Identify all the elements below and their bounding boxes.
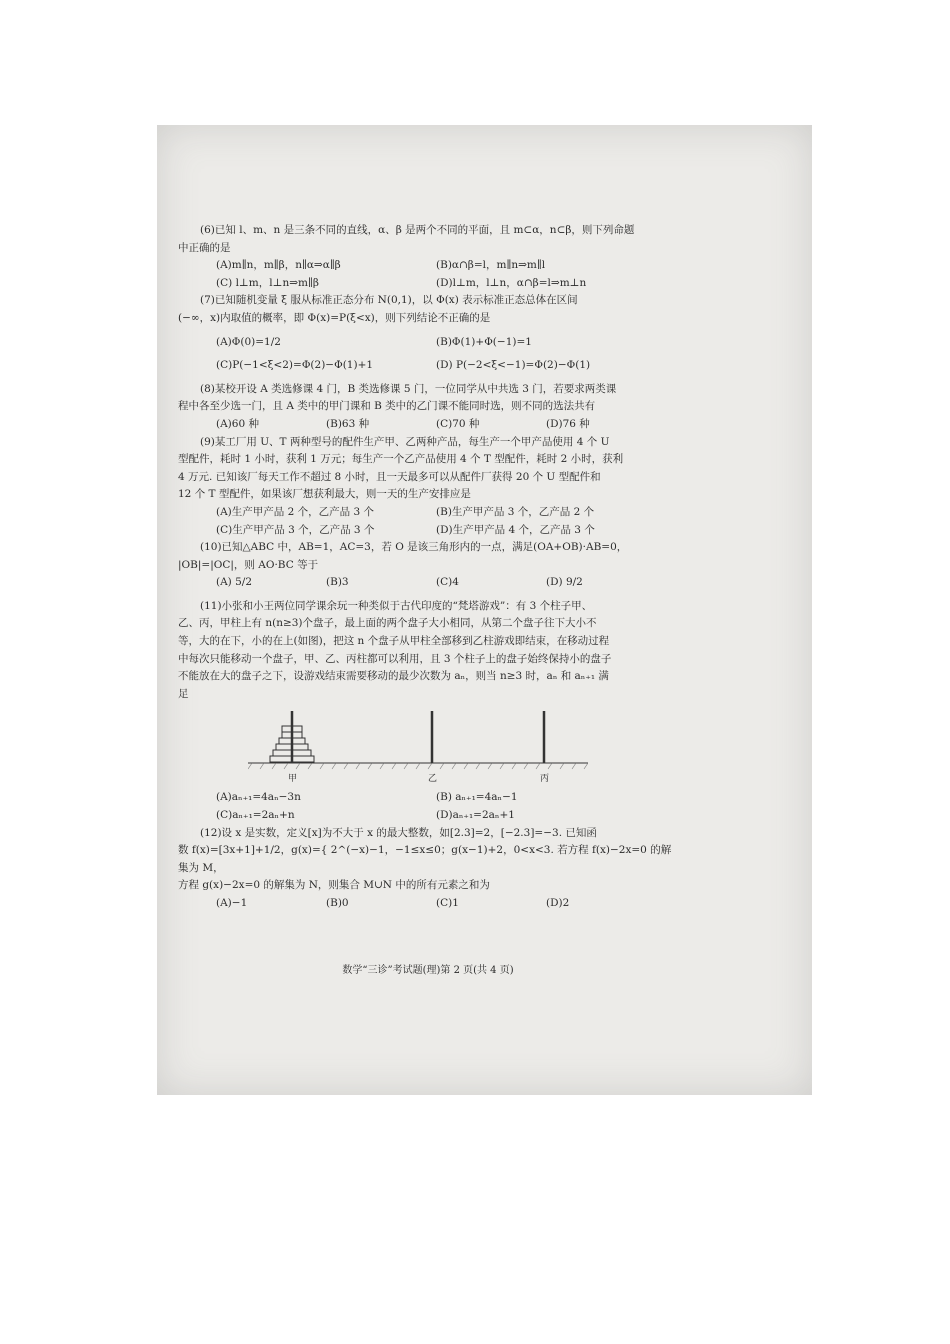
q10-option-b: (B)3: [326, 576, 349, 589]
q10-option-d: (D) 9/2: [546, 576, 583, 589]
q7-option-a: (A)Φ(0)=1/2: [216, 335, 281, 348]
q8-option-a: (A)60 种: [216, 417, 259, 430]
q11-option-b: (B) aₙ₊₁=4aₙ−1: [436, 791, 518, 804]
q11-stem-cont-4: 不能放在大的盘子之下，设游戏结束需要移动的最少次数为 aₙ，则当 n≥3 时，aₙ 和 aₙ₊₁ 满: [178, 670, 609, 683]
q12-option-d: (D)2: [546, 897, 570, 909]
q11-option-d: (D)aₙ₊₁=2aₙ+1: [436, 809, 515, 822]
question-list: [178, 222, 678, 976]
q7-options-row2: [178, 357, 678, 375]
q8-stem: (8)某校开设 A 类选修课 4 门，B 类选修课 5 门，一位同学从中共选 3 门，若要求两类课: [200, 382, 617, 395]
q11-stem-cont-3: 中每次只能移动一个盘子，甲、乙、丙柱都可以利用，且 3 个柱子上的盘子始终保持小的盘子: [178, 652, 612, 665]
q9-options-row1: [178, 504, 678, 522]
q9-stem-cont-3: 12 个 T 型配件，如果该厂想获利最大，则一天的生产安排应是: [178, 488, 471, 501]
q7-option-d: (D) P(−2<ξ<−1)=Φ(2)−Φ(1): [436, 359, 591, 372]
peg-label-bing: 丙: [540, 774, 550, 785]
q6-options-row2: [178, 275, 678, 293]
q11-stem-cont-1: 乙、丙，甲柱上有 n(n≥3)个盘子，最上面的两个盘子大小相同，从第二个盘子往下大小不: [178, 617, 597, 630]
q6-stem-cont: 中正确的是: [178, 241, 231, 254]
q8-options: [178, 416, 678, 434]
q12-option-a: (A)−1: [216, 897, 248, 909]
q12-stem: (12)设 x 是实数，定义[x]为不大于 x 的最大整数，如[2.3]=2，[−2.3]=−3. 已知函: [200, 826, 597, 839]
peg-label-jia: 甲: [288, 774, 298, 785]
q11-option-c: (C)aₙ₊₁=2aₙ+n: [216, 809, 295, 822]
peg-label-yi: 乙: [428, 774, 438, 785]
hanoi-diagram: [248, 705, 588, 771]
q11-stem: (11)小张和小王两位同学课余玩一种类似于古代印度的“梵塔游戏”：有 3 个柱子甲、: [200, 599, 593, 612]
q12-options: [178, 895, 678, 913]
q12-stem-cont-1: 数 f(x)=[3x+1]+1/2，g(x)={ 2^(−x)−1，−1≤x≤0；g(x−1)+2，0<x<3. 若方程 f(x)−2x=0 的解集为 M，: [178, 844, 672, 874]
q9-options-row2: [178, 522, 678, 540]
q9-option-b: (B)生产甲产品 3 个，乙产品 2 个: [436, 505, 595, 518]
q6-stem: (6)已知 l、m、n 是三条不同的直线，α、β 是两个不同的平面，且 m⊂α，n⊂β，则下列命题: [200, 224, 635, 236]
q12-stem-cont-2: 方程 g(x)−2x=0 的解集为 N，则集合 M∪N 中的所有元素之和为: [178, 879, 490, 892]
q6-option-b: (B)α∩β=l，m∥n⇒m∥l: [436, 259, 546, 272]
q11-stem-cont-2: 等，大的在下，小的在上(如图)，把这 n 个盘子从甲柱全部移到乙柱游戏即结束，在移动过程: [178, 635, 610, 648]
q10-option-a: (A) 5/2: [216, 576, 253, 589]
q10-stem: (10)已知△ABC 中，AB=1，AC=3，若 O 是该三角形内的一点，满足(OA+OB)·AB=0，: [200, 541, 628, 554]
q6-option-c: (C) l⊥m，l⊥n⇒m∥β: [216, 276, 319, 289]
q9-stem: (9)某工厂用 U、T 两种型号的配件生产甲、乙两种产品，每生产一个甲产品使用 4 个 U: [200, 435, 610, 448]
q10-stem-cont: |OB|=|OC|，则 AO·BC 等于: [178, 558, 319, 571]
q10-options: [178, 574, 678, 592]
q7-stem: (7)已知随机变量 ξ 服从标准正态分布 N(0,1)，以 Φ(x) 表示标准正态总体在区间: [200, 294, 578, 307]
q9-option-c: (C)生产甲产品 3 个，乙产品 3 个: [216, 523, 375, 536]
q8-option-c: (C)70 种: [436, 417, 480, 430]
tower-of-hanoi-figure: [178, 705, 678, 785]
q8-option-b: (B)63 种: [326, 417, 370, 430]
q12-option-b: (B)0: [326, 897, 349, 909]
q9-option-a: (A)生产甲产品 2 个，乙产品 3 个: [216, 505, 374, 518]
q11-options-row1: [178, 789, 678, 807]
q9-stem-cont-2: 4 万元. 已知该厂每天工作不超过 8 小时，且一天最多可以从配件厂获得 20 个 U 型配件和: [178, 470, 601, 483]
q7-options-row1: [178, 334, 678, 352]
q11-stem-cont-5: 足: [178, 687, 189, 700]
q7-option-c: (C)P(−1<ξ<2)=Φ(2)−Φ(1)+1: [216, 359, 374, 372]
q9-option-d: (D)生产甲产品 4 个，乙产品 3 个: [436, 523, 595, 536]
q7-stem-cont: (−∞，x)内取值的概率，即 Φ(x)=P(ξ<x)，则下列结论不正确的是: [178, 311, 491, 324]
page-footer: 数学“三诊”考试题(理)第 2 页(共 4 页): [342, 965, 514, 976]
q6-options-row1: [178, 257, 678, 275]
q8-stem-cont: 程中各至少选一门，且 A 类中的甲门课和 B 类中的乙门课不能同时选，则不同的选法共有: [178, 400, 596, 413]
q11-options-row2: [178, 807, 678, 825]
q10-option-c: (C)4: [436, 576, 459, 589]
q11-option-a: (A)aₙ₊₁=4aₙ−3n: [216, 791, 301, 804]
q6-option-d: (D)l⊥m，l⊥n，α∩β=l⇒m⊥n: [436, 276, 587, 289]
q7-option-b: (B)Φ(1)+Φ(−1)=1: [436, 335, 532, 348]
q12-option-c: (C)1: [436, 897, 459, 909]
q9-stem-cont-1: 型配件，耗时 1 小时，获利 1 万元；每生产一个乙产品使用 4 个 T 型配件，耗时 2 小时，获利: [178, 453, 624, 466]
q6-option-a: (A)m∥n，m∥β，n∥α⇒α∥β: [216, 259, 341, 272]
q8-option-d: (D)76 种: [546, 417, 590, 430]
